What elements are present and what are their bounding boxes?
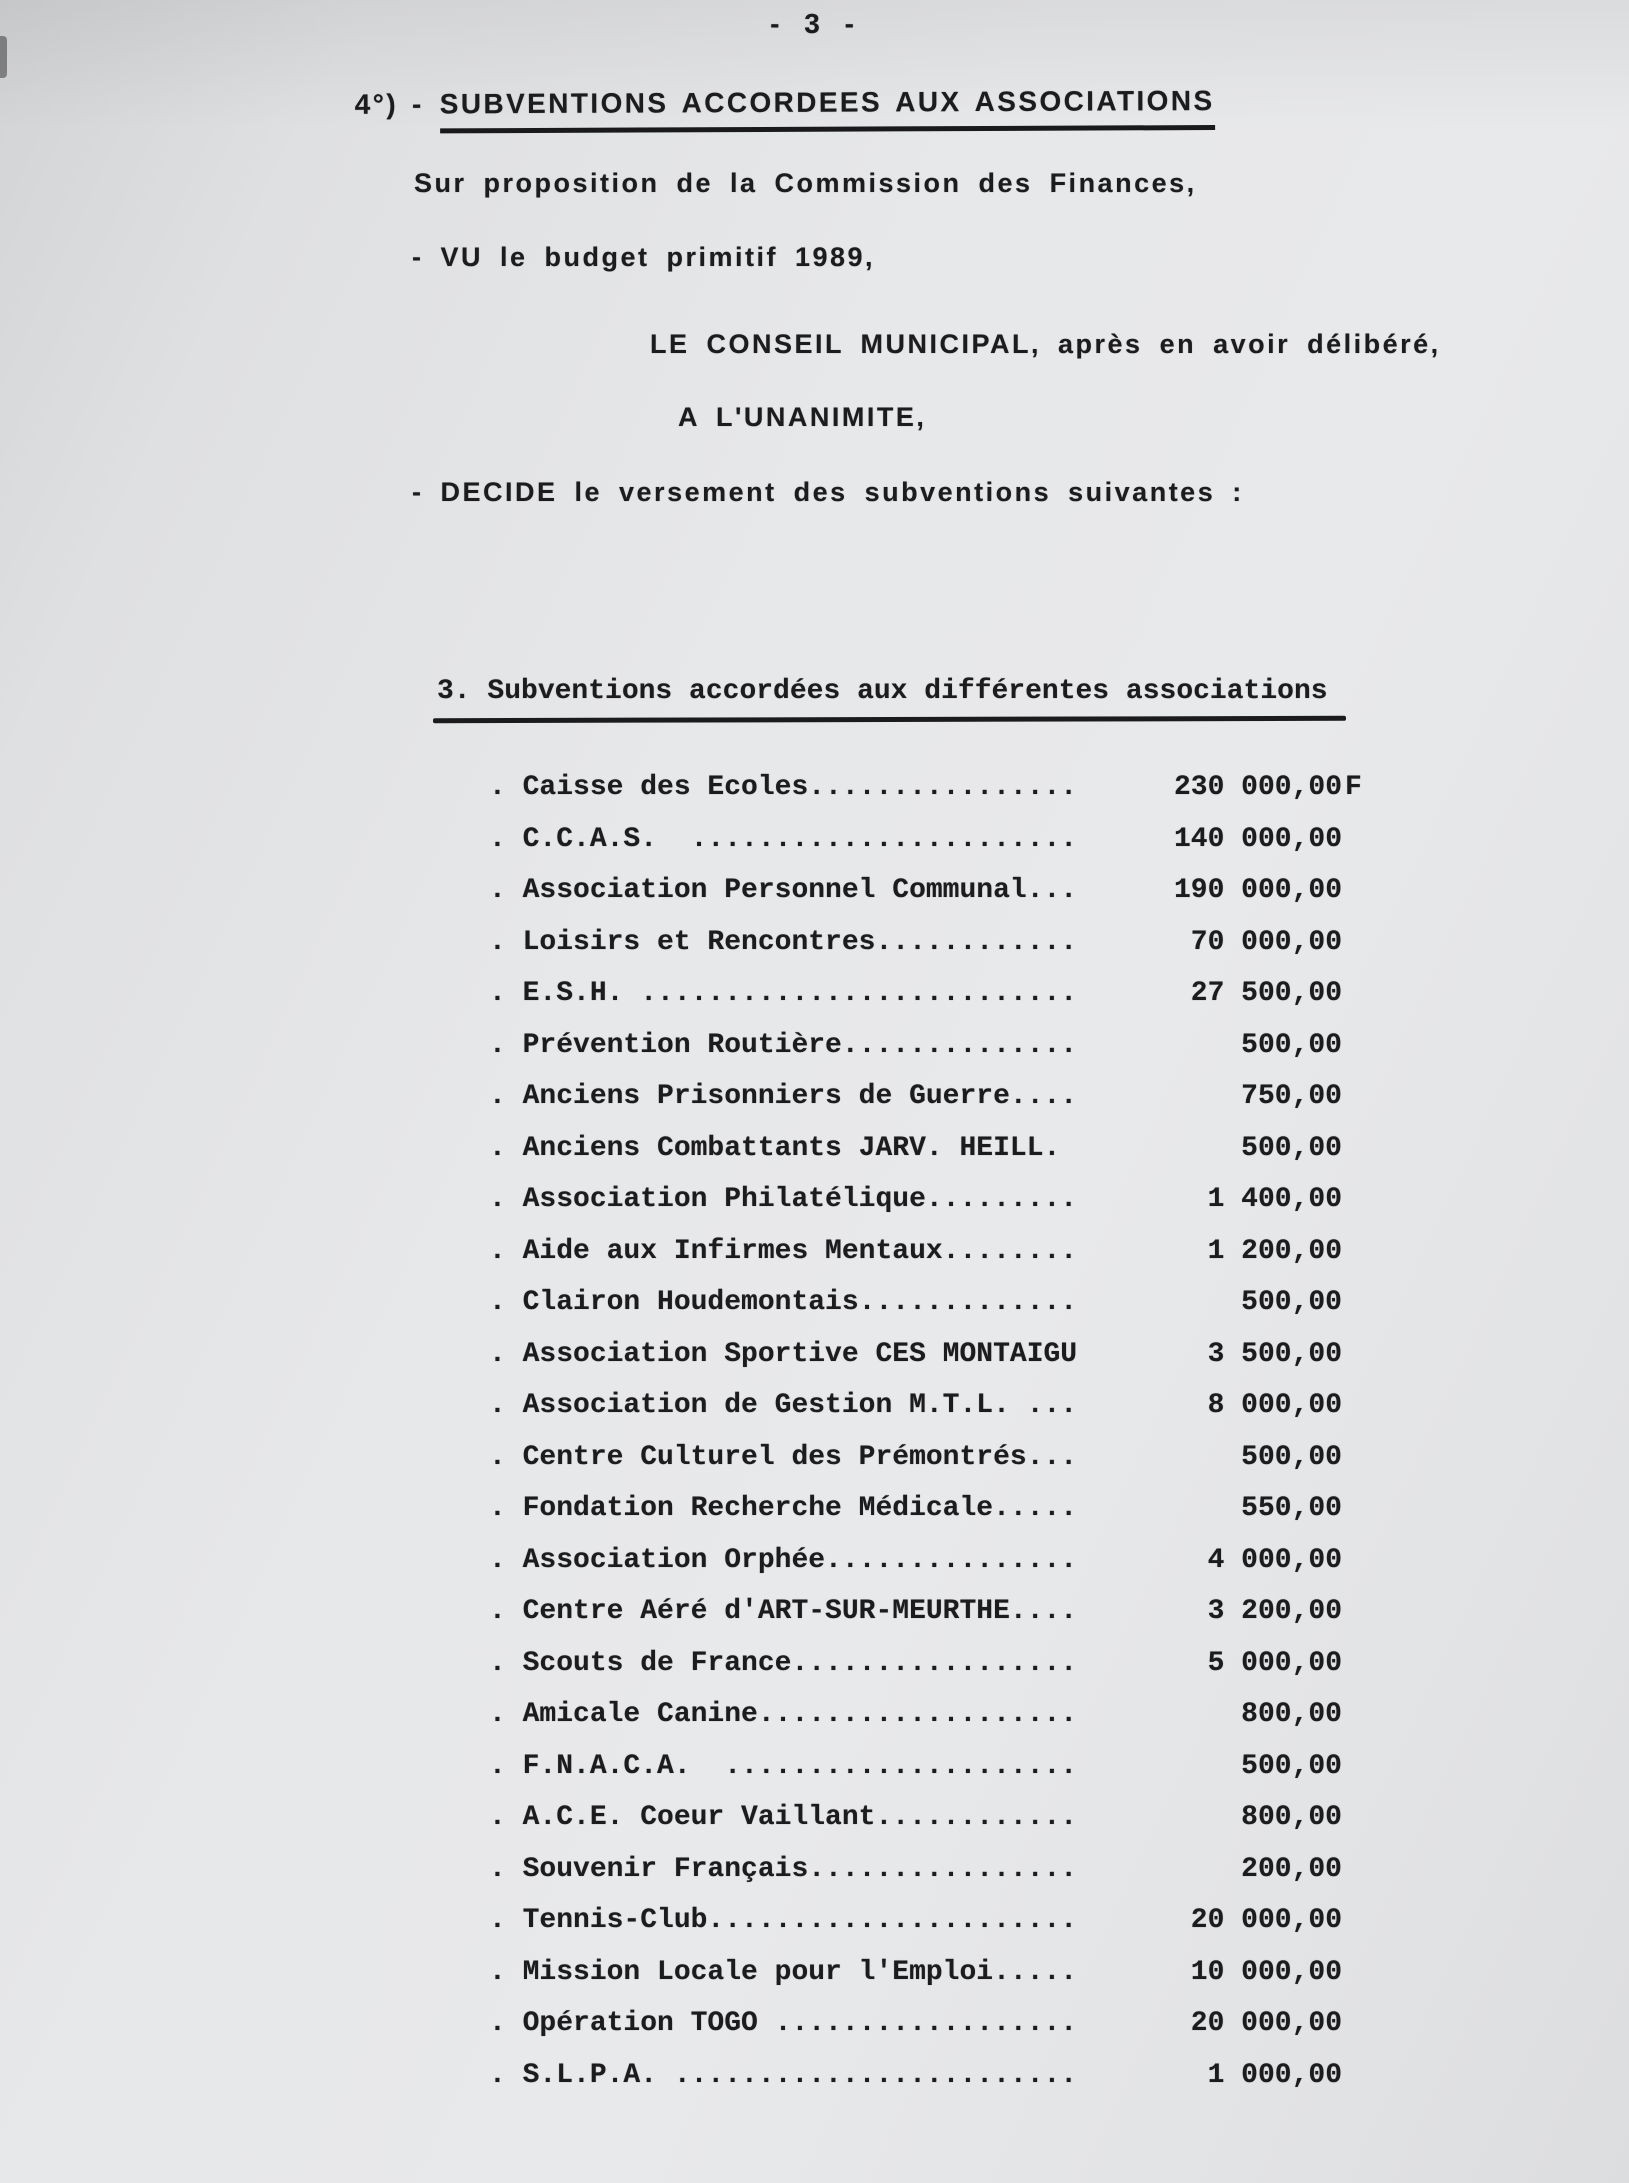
intro-vu-budget: - VU le budget primitif 1989, [412, 242, 876, 272]
row-label: . Fondation Recherche Médicale..... [489, 1493, 1078, 1524]
row-amount: 140 000,00 [1173, 823, 1342, 855]
table-row [489, 814, 1389, 866]
row-amount: 200,00 [1241, 1853, 1342, 1885]
subventions-table-heading: 3. Subventions accordées aux différentes associations [437, 676, 1328, 707]
row-amount: 5 000,00 [1207, 1647, 1342, 1679]
table-heading-underline [433, 716, 1346, 723]
row-label: . Opération TOGO .................. [489, 2008, 1078, 2039]
currency-suffix: F [1345, 772, 1362, 803]
intro-decide: - DECIDE le versement des subventions suivantes : [412, 477, 1244, 507]
row-label: . Caisse des Ecoles................ [489, 772, 1078, 803]
row-label: . F.N.A.C.A. ..................... [489, 1750, 1078, 1782]
row-label: . E.S.H. .......................... [489, 978, 1078, 1009]
row-amount: 500,00 [1241, 1287, 1342, 1318]
table-row [489, 1123, 1389, 1175]
row-amount: 500,00 [1241, 1029, 1342, 1061]
page-number: - 3 - [770, 8, 859, 39]
table-row [489, 1792, 1389, 1844]
intro-conseil-municipal: LE CONSEIL MUNICIPAL, après en avoir délibéré, [650, 329, 1441, 359]
row-label: . Centre Culturel des Prémontrés... [489, 1441, 1078, 1473]
table-row [489, 1741, 1389, 1793]
row-amount: 1 200,00 [1207, 1235, 1342, 1267]
table-row [489, 1226, 1389, 1278]
row-amount: 27 500,00 [1190, 978, 1342, 1009]
intro-proposition: Sur proposition de la Commission des Finances, [414, 168, 1197, 198]
row-amount: 500,00 [1241, 1132, 1342, 1164]
table-row [489, 762, 1389, 814]
table-row [489, 1638, 1389, 1690]
table-row [489, 1586, 1389, 1638]
row-amount: 190 000,00 [1173, 875, 1342, 906]
row-label: . Clairon Houdemontais............. [489, 1287, 1078, 1318]
table-row [489, 1432, 1389, 1484]
row-amount: 10 000,00 [1190, 1956, 1342, 1988]
row-label: . Mission Locale pour l'Emploi..... [489, 1956, 1078, 1988]
table-row [489, 1895, 1389, 1947]
row-label: . Scouts de France................. [489, 1647, 1078, 1679]
row-amount: 70 000,00 [1190, 926, 1342, 958]
table-row [489, 1689, 1389, 1741]
row-amount: 20 000,00 [1190, 2008, 1342, 2039]
row-label: . Association de Gestion M.T.L. ... [489, 1390, 1078, 1421]
row-amount: 750,00 [1241, 1081, 1342, 1112]
row-label: . Loisirs et Rencontres............ [489, 926, 1078, 958]
row-amount: 230 000,00 [1173, 772, 1342, 803]
row-label: . Aide aux Infirmes Mentaux........ [489, 1235, 1078, 1267]
row-label: . C.C.A.S. ....................... [489, 823, 1078, 855]
table-row [489, 1844, 1389, 1896]
table-row [489, 968, 1389, 1020]
row-label: . Prévention Routière.............. [489, 1029, 1078, 1061]
row-label: . Souvenir Français................ [489, 1853, 1078, 1885]
row-label: . A.C.E. Coeur Vaillant............ [489, 1802, 1078, 1833]
section-index: 4°) [354, 88, 399, 120]
row-amount: 3 200,00 [1207, 1596, 1342, 1627]
row-amount: 4 000,00 [1207, 1544, 1342, 1576]
row-amount: 500,00 [1241, 1441, 1342, 1473]
table-row [489, 1483, 1389, 1535]
scan-edge-artifact [0, 36, 7, 78]
table-row [489, 1277, 1389, 1329]
section-heading [298, 53, 1215, 153]
table-row [489, 1020, 1389, 1072]
subventions-table [489, 762, 1389, 2122]
row-label: . Association Orphée............... [489, 1544, 1078, 1576]
row-amount: 800,00 [1241, 1699, 1342, 1730]
row-label: . Centre Aéré d'ART-SUR-MEURTHE.... [489, 1596, 1078, 1627]
table-row [489, 1071, 1389, 1123]
table-row [489, 865, 1389, 917]
section-title: SUBVENTIONS ACCORDEES AUX ASSOCIATIONS [440, 85, 1215, 133]
row-label: . S.L.P.A. ........................ [489, 2059, 1078, 2091]
table-row [489, 1329, 1389, 1381]
row-label: . Association Personnel Communal... [489, 875, 1078, 906]
row-label: . Association Sportive CES MONTAIGU [489, 1338, 1078, 1370]
heading-dash: - [411, 88, 424, 120]
row-label: . Anciens Combattants JARV. HEILL. [489, 1132, 1061, 1164]
row-amount: 20 000,00 [1190, 1905, 1342, 1936]
intro-unanimite: A L'UNANIMITE, [678, 402, 927, 432]
table-row [489, 1947, 1389, 1999]
table-row [489, 1380, 1389, 1432]
table-row [489, 917, 1389, 969]
row-label: . Amicale Canine................... [489, 1699, 1078, 1730]
row-amount: 1 000,00 [1207, 2059, 1342, 2091]
row-amount: 550,00 [1241, 1493, 1342, 1524]
row-label: . Tennis-Club...................... [489, 1905, 1078, 1936]
table-row [489, 1174, 1389, 1226]
table-row [489, 1535, 1389, 1587]
row-amount: 500,00 [1241, 1750, 1342, 1782]
table-row [489, 1998, 1389, 2050]
row-amount: 1 400,00 [1207, 1184, 1342, 1215]
row-amount: 8 000,00 [1207, 1390, 1342, 1421]
table-row [489, 2050, 1389, 2102]
row-label: . Association Philatélique......... [489, 1184, 1078, 1215]
row-amount: 800,00 [1241, 1802, 1342, 1833]
row-amount: 3 500,00 [1207, 1338, 1342, 1370]
row-label: . Anciens Prisonniers de Guerre.... [489, 1081, 1078, 1112]
